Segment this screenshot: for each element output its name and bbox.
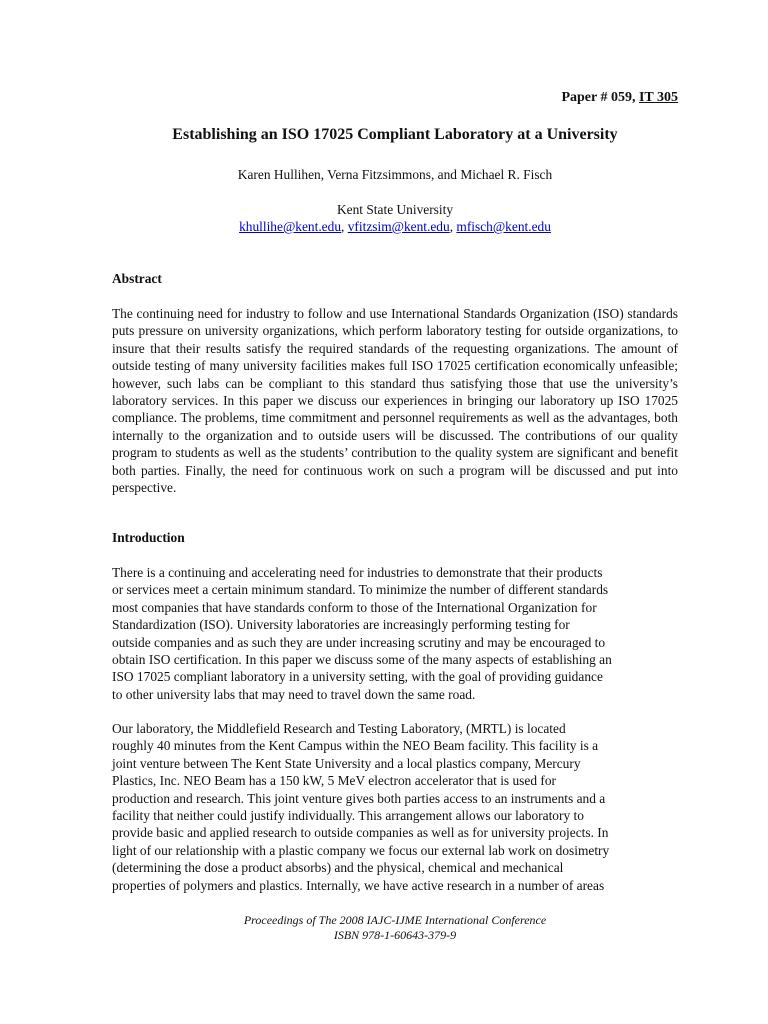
email-separator: ,: [449, 219, 457, 234]
text-line: light of our relationship with a plastic company we focus our external lab work on dosimetry: [112, 842, 610, 858]
author-emails: [112, 218, 678, 235]
introduction-paragraph-1: [112, 564, 678, 703]
introduction-paragraph-2: [112, 720, 678, 894]
page-footer: [112, 913, 678, 943]
footer-conference: Proceedings of The 2008 IAJC-IJME International Conference: [243, 913, 547, 927]
text-line: (determining the dose a product absorbs) and the physical, chemical and mechanical: [112, 860, 564, 876]
text-line: Plastics, Inc. NEO Beam has a 150 kW, 5 MeV electron accelerator that is used for: [112, 773, 556, 789]
text-line: There is a continuing and accelerating need for industries to demonstrate that their products: [112, 565, 603, 580]
text-line: most companies that have standards conform to those of the International Organization for: [112, 599, 597, 615]
email-separator: ,: [341, 219, 348, 234]
paper-number-text: Paper # 059,: [561, 90, 639, 105]
paper-page: [112, 0, 678, 1024]
text-line: facility that neither could justify individually. This arrangement allows our laboratory to: [112, 808, 584, 824]
text-line: provide basic and applied research to outside companies as well as for university projects. In: [112, 825, 609, 841]
text-line: joint venture between The Kent State University and a local plastics company, Mercury: [112, 755, 581, 771]
text-line: properties of polymers and plastics. Internally, we have active research in a number of areas: [112, 877, 605, 893]
text-line: obtain ISO certification. In this paper we discuss some of the many aspects of establishing an: [112, 652, 612, 668]
abstract-heading: Abstract: [112, 271, 162, 286]
text-line: outside companies and as such they are under increasing scrutiny and may be encouraged to: [112, 634, 606, 650]
text-line: roughly 40 minutes from the Kent Campus within the NEO Beam facility. This facility is a: [112, 738, 599, 754]
email-link-fisch[interactable]: mfisch@kent.edu: [456, 219, 551, 234]
email-link-fitzsimmons[interactable]: vfitzsim@kent.edu: [347, 219, 450, 234]
text-line: ISO 17025 compliant laboratory in a university setting, with the goal of providing guidance: [112, 669, 603, 685]
footer-isbn: ISBN 978-1-60643-379-9: [333, 928, 457, 942]
track-code: IT 305: [638, 90, 678, 105]
paper-title: Establishing an ISO 17025 Compliant Laboratory at a University: [172, 126, 618, 143]
email-link-hullihen[interactable]: khullihe@kent.edu: [239, 219, 342, 234]
paper-number: [561, 89, 678, 107]
text-line: or services meet a certain minimum standard. To minimize the number of different standards: [112, 582, 609, 598]
text-line: to other university labs that may need to travel down the same road.: [112, 686, 476, 702]
affiliation: Kent State University: [336, 202, 454, 217]
abstract-body: The continuing need for industry to follow and use International Standards Organization (ISO) standards puts pressure on university organizations, which perform laboratory testing for outside organizations, to insure that their results satisfy the required standards of the requesting organizations. The amount of outside testing of many university facilities makes full ISO 17025 certification economically unfeasible; however, such labs can be compliant to this standard thus satisfying those that use the university’s laboratory services. In this paper we discuss our experiences in bringing our laboratory up ISO 17025 compliance. The problems, time commitment and personnel requirements as well as the advantages, both internally to the organization and to outside users will be discussed. The contributions of our quality program to students as well as the students’ contribution to the quality system are significant and benefit both parties. Finally, the need for continuous work on such a program will be discussed and put into perspective.: [112, 306, 678, 496]
introduction-heading: Introduction: [112, 530, 185, 545]
text-line: Our laboratory, the Middlefield Research and Testing Laboratory, (MRTL) is located: [112, 721, 566, 736]
author-list: Karen Hullihen, Verna Fitzsimmons, and Michael R. Fisch: [237, 167, 553, 182]
text-line: Standardization (ISO). University laboratories are increasingly performing testing for: [112, 617, 570, 633]
text-line: production and research. This joint venture gives both parties access to an instruments and a: [112, 790, 606, 806]
